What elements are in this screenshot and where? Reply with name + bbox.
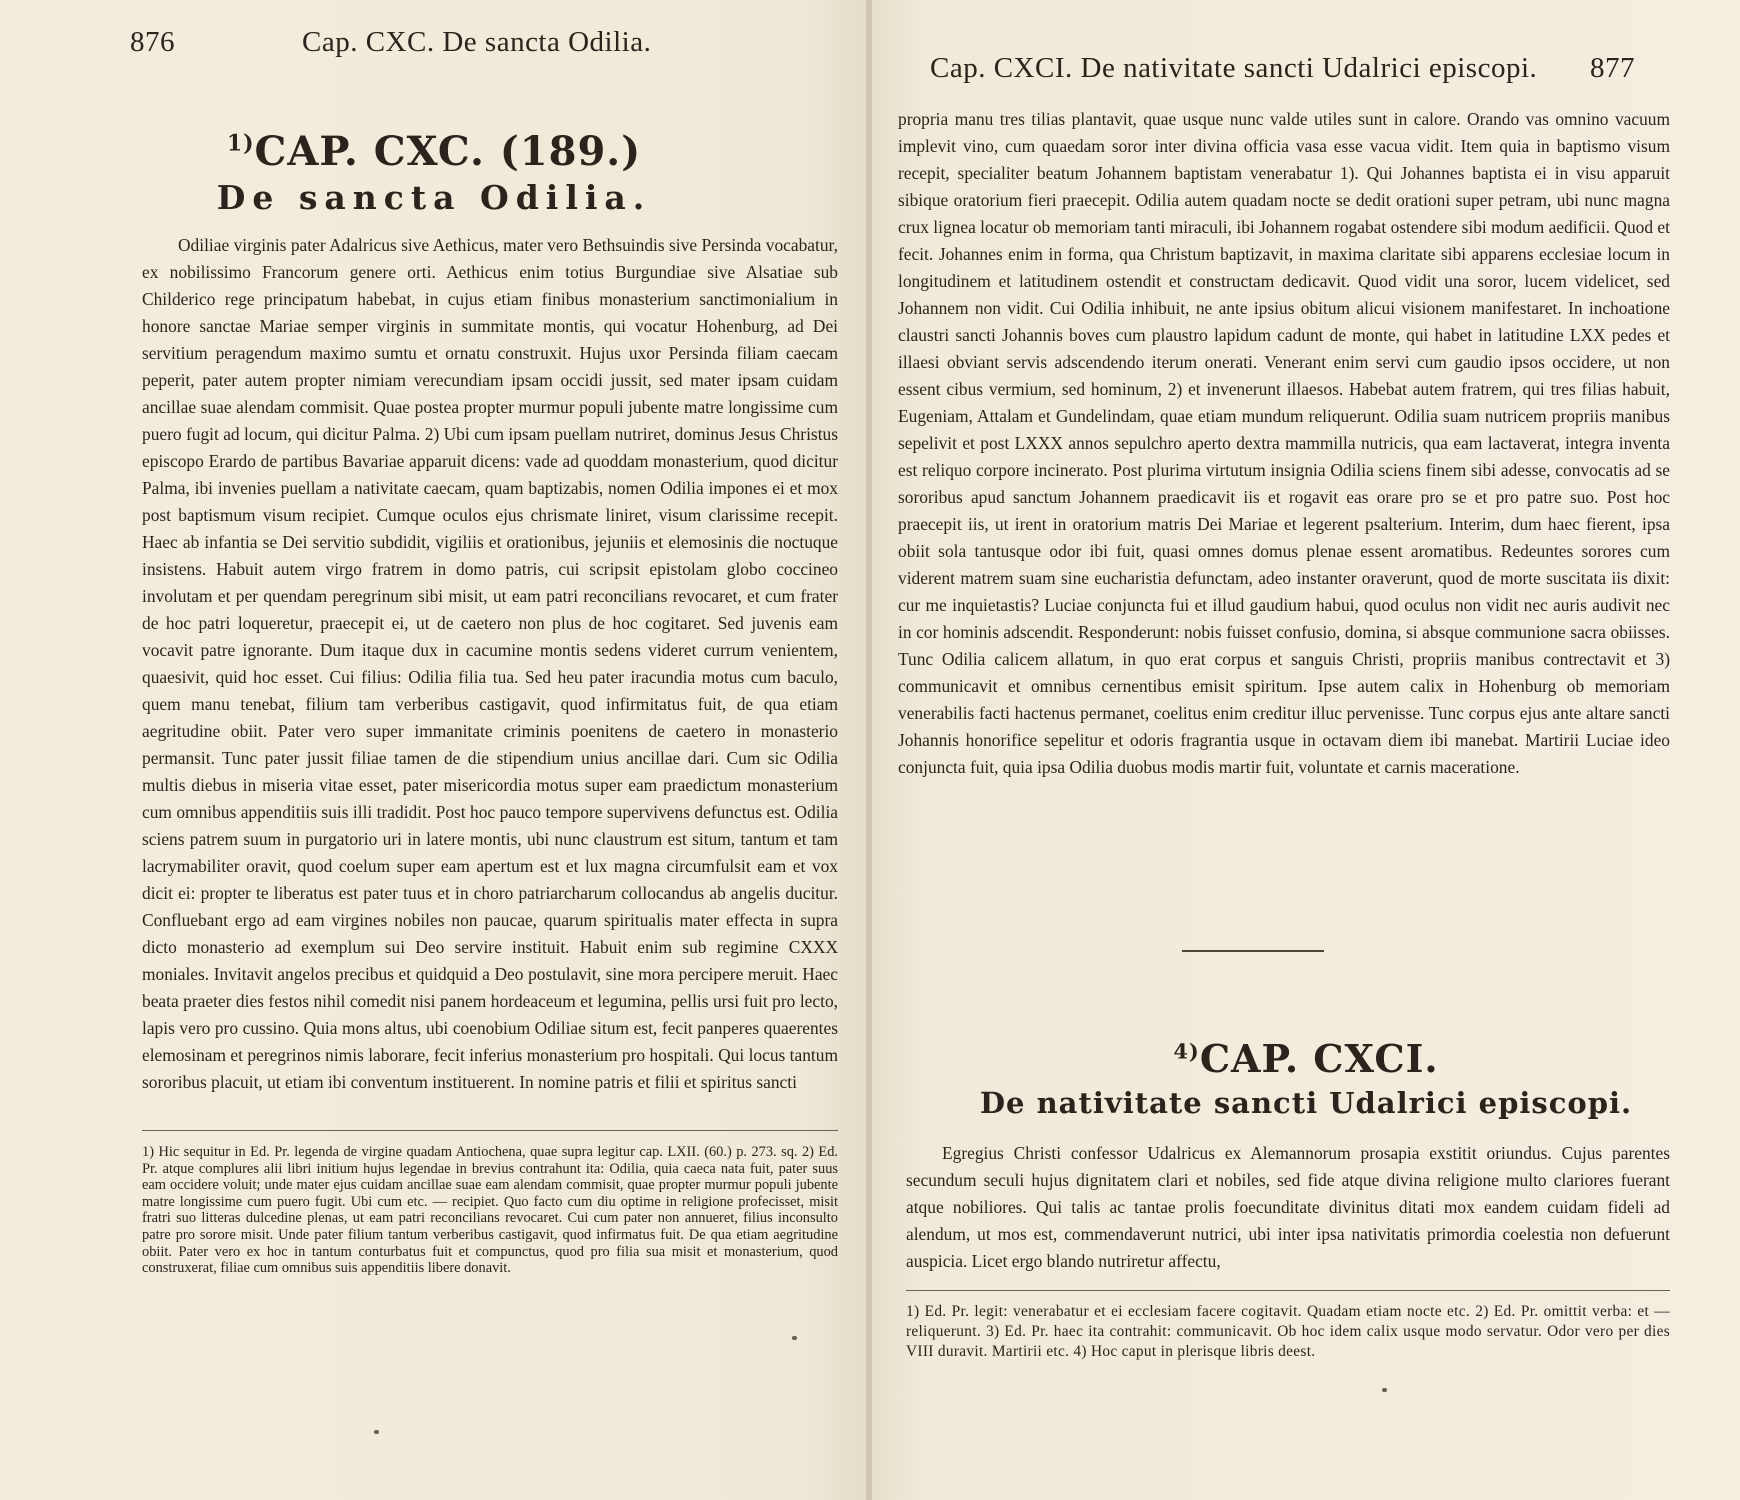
chapter-heading	[872, 1036, 1740, 1081]
page-number: 877	[1590, 52, 1635, 84]
right-page	[872, 0, 1740, 1500]
page-speck	[1382, 1388, 1387, 1392]
page-speck	[374, 1430, 379, 1434]
chapter-note-mark: 4)	[1173, 1038, 1200, 1064]
body-paragraph: Egregius Christi confessor Udalricus ex Alemannorum prosapia exstitit oriundus. Cujus parentes secundum seculi hujus dignitatem clari et nobiles, sed fide atque divina religione multo clariores fuerant atque nobiliores. Qui talis ac tantae prolis foecunditate divinitus ditati mox eandem cuidam fideli ad alendum, ut mos est, commendaverunt nutrici, ubi inter ipsa nativitatis primordia coelestia non defuerunt auspicia. Licet ergo blando nutriretur affectu,	[906, 1143, 1670, 1271]
body-paragraph: Odiliae virginis pater Adalricus sive Aethicus, mater vero Bethsuindis sive Persinda vocabatur, ex nobilissimo Francorum genere orti. Aethicus enim totius Burgundiae sive Alsatiae sub Childerico rege principatum habebat, in cujus etiam finibus monasterium sanctimonialium in honore sanctae Mariae semper virginis in summitate montis, qui vocatur Hohenburg, ad Dei servitium peragendum maximo sumtu et ornatu construxit. Hujus uxor Persinda filiam caecam peperit, pater autem propter nimiam verecundiam ipsam occidi jussit, sed mater ipsam cuidam ancillae suae alendam commisit. Quae postea propter murmur populi jubente matre longissime cum puero fugit ad locum, qui dicitur Palma. 2) Ubi cum ipsam puellam nutriret, dominus Jesus Christus episcopo Erardo de partibus Bavariae apparuit dicens: vade ad quoddam monasterium, quod dicitur Palma, ibi invenies puellam a nativitate caecam, quam baptizabis, nomen Odilia impones ei et mox post baptismum visum recipiet. Cumque oculos ejus chrismate liniret, visum clarissime recepit. Haec ab infantia se Dei servitio subdidit, vigiliis et orationibus, jejuniis et elemosinis die noctuque insistens. Habuit autem virgo fratrem in domo patris, cui scripsit epistolam globo coccineo involutam et per quendam peregrinum sibi misit, ut eam patri reconcilians revocaret, et cum frater de hoc patri loqueretur, praecepit ei, ut de caetero non plus de hoc cogitaret. Sed juvenis eam vocavit patre ignorante. Dum itaque dux in cacumine montis sedens videret currum venientem, quaesivit, quid hoc esset. Cui filius: Odilia filia tua. Sed heu pater iracundia motus cum baculo, quem manu tenebat, filium tam verberibus castigavit, quod infirmitatus fuit, de qua etiam aegritudine obiit. Pater vero super immanitate criminis poenitens de caetero in monasterio permansit. Tunc pater jussit filiae tamen de die stipendium unius ancillae dari. Cum sic Odilia multis diebus in miseria vitae esset, pater misericordia motus super eam praedictum monasterium cum omnibus appenditiis suis illi tradidit. Post hoc pauco tempore supervivens defunctus est. Odilia sciens patrem suum in purgatorio uri in latere montis, ubi nunc claustrum est situm, tantum et tam lacrymabiliter oravit, quod coelum super eam apertum est et lux magna circumfulsit eam et vox dicit ei: propter te liberatus est pater tuus et in choro patriarcharum collocandus ab angelis ducitur. Confluebant ergo ad eam virgines nobiles non paucae, quarum spiritualis mater effecta in supra dicto monasterio ad exemplum sui Deo servire instituit. Habuit enim sub regimine CXXX moniales. Invitavit angelos precibus et quidquid a Deo postulavit, sine mora percipere meruit. Haec beata praeter dies festos nihil comedit nisi panem hordeaceum et legumina, pellis ursi fuit pro lecto, lapis vero pro cussino. Quia mons altus, ubi coenobium Odiliae situm est, fecit panperes quaerentes elemosinam et peregrinos nimis laborare, fecit inferius monasterium pro hospitali. Qui locus tantum sororibus placuit, ut etiam ibi conventum instituerent. In nomine patris et filii et spiritus sancti	[142, 235, 838, 1092]
footnotes	[142, 1144, 838, 1277]
footnote-rule	[906, 1290, 1670, 1291]
chapter-heading-text: CAP. CXC. (189.)	[254, 128, 642, 175]
footnote-text: 1) Hic sequitur in Ed. Pr. legenda de virgine quadam Antiochena, quae supra legitur cap. LXII. (60.) p. 273. sq. 2) Ed. Pr. atque complures alii libri initium hujus legendae in brevius contrahunt ita: Odilia, quia caeca nata fuit, pater suus eam occidere voluit; unde mater ejus cuidam ancillae suae eam alendam commisit, quae propter murmur populi jubente matre longissime cum puero fugit. Ubi cum etc. — recipiet. Quo facto cum diu optime in religione profecisset, misit fratri suo litteras dulcedine plenas, ut eam patri reconcilians revocaret. Cui cum pater non annueret, filius inconsulto patre pro sorore misit. Unde pater filium tantum verberibus castigavit, quod infirmatus fuit. De qua etiam aegritudine obiit. Pater vero ex hoc in tantum conturbatus fuit et compunctus, quod pro filia sua misit et monasterium, quod construxerat, filiae cum omnibus suis appenditiis libere donavit.	[142, 1144, 838, 1277]
chapter-note-mark: 1)	[226, 130, 255, 157]
footnotes	[906, 1302, 1670, 1362]
chapter-separator-rule	[1182, 950, 1324, 952]
chapter-subtitle: De sancta Odilia.	[216, 178, 652, 217]
left-page	[0, 0, 868, 1500]
footnote-text: 1) Ed. Pr. legit: venerabatur et ei ecclesiam facere cogitavit. Quadam etiam nocte etc. 2) Ed. Pr. omittit verba: et — reliquerunt. 3) Ed. Pr. haec ita contrahit: communicavit. Ob hoc idem calix usque modo servatur. Odor vero per dies VIII duravit. Martirii etc. 4) Hoc caput in plerisque libris deest.	[906, 1303, 1670, 1360]
chapter-heading-text: CAP. CXCI.	[1199, 1036, 1439, 1081]
body-text	[142, 232, 838, 1096]
page-speck	[792, 1336, 797, 1340]
page-number: 876	[130, 26, 175, 58]
chapter-heading	[0, 128, 868, 175]
running-title: Cap. CXCI. De nativitate sancti Udalrici episcopi.	[930, 52, 1538, 84]
body-text-continued	[898, 106, 1670, 781]
running-title: Cap. CXC. De sancta Odilia.	[302, 26, 652, 58]
body-text	[906, 1140, 1670, 1275]
body-paragraph: propria manu tres tilias plantavit, quae usque nunc valde utiles sunt in calore. Orando vas omnino vacuum implevit vino, cum quaedam soror inter divina officia vasa esse vacua vidit. Item quia in baptismo visum recepit, specialiter beatum Johannem baptistam venerabatur 1). Qui Johannes baptista ei in visu apparuit sibique oratorium fieri praecepit. Odilia autem quadam nocte se dedit orationi super petram, ubi nunc magna crux lignea locatur ob memoriam tanti miraculi, ibi Johannem rogabat ostendere sibi modum aedificii. Quod et fecit. Johannes enim in forma, qua Christum baptizavit, in maxima claritate sibi apparens ecclesiae locum in longitudinem et latitudinem ostendit et constructam dedicavit. Quod vidit una soror, lucem videlicet, sed Johannem non vidit. Cui Odilia inhibuit, ne ante ipsius obitum alicui visionem manifestaret. In inchoatione claustri sancti Johannis boves cum plaustro lapidum cadunt de monte, qui habet in latitudine LXX pedes et illaesi obviant servis adscendendo iterum onerati. Venerant enim servi cum gaudio ipsos occidere, ut non essent cibus vermium, sed hominum, 2) et invenerunt illaesos. Habebat autem fratrem, qui tres filias habuit, Eugeniam, Attalam et Gundelindam, quae etiam mundum reliquerunt. Odilia suam nutricem propriis manibus sepelivit et post LXXX annos sepulchro aperto dextra mammilla nutricis, qua eam lactaverat, integra inventa est reliquo corpore incinerato. Post plurima virtutum insignia Odilia sciens finem sibi adesse, convocatis ad se sororibus apud sanctum Johannem praedicavit iis et rogavit eas orare pro se et pro patre suo. Post hoc praecepit iis, ut irent in oratorium matris Dei Mariae et legerent psalterium. Interim, dum haec fierent, ipsa obiit sola tantusque odor ibi fuit, quasi omnes domus plenae essent aromatibus. Redeuntes sorores cum viderent matrem suam sine eucharistia defunctam, adeo instanter oraverunt, quod de morte suscitata iis dixit: cur me inquietastis? Luciae conjuncta fui et illud gaudium habui, quod oculus non vidit nec auris audivit nec in cor hominis adscendit. Responderunt: nobis fuisset confusio, domina, si absque communione sacra obiisses. Tunc Odilia calicem allatum, in quo erat corpus et sanguis Christi, propriis manibus contrectavit et 3) communicavit et omnibus cernentibus emisit spiritum. Ipse autem calix in Hohenburg ob memoriam venerabilis facti hactenus permanet, coelitus enim creditur illuc pervenisse. Tunc corpus ejus ante altare sancti Johannis honorifice sepelitur et odoris fragrantia usque in octavam diem ibi manebat. Martirii Luciae ideo conjuncta fuit, quia ipsa Odilia duobus modis martir fuit, voluntate et carnis maceratione.	[898, 109, 1670, 777]
chapter-subtitle: De nativitate sancti Udalrici episcopi.	[979, 1086, 1633, 1120]
footnote-rule	[142, 1130, 838, 1131]
